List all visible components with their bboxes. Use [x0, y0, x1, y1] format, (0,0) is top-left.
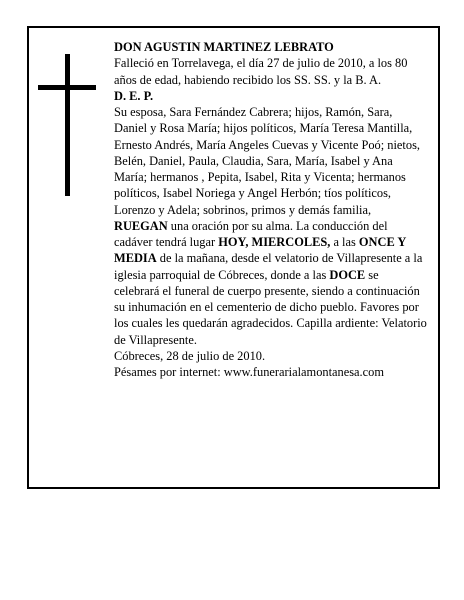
hoy-label: HOY, MIERCOLES,: [218, 235, 331, 249]
condolences-line: Pésames por internet: www.funerarialamontanesa.com: [114, 365, 384, 379]
ceremony-details: [114, 218, 427, 348]
deceased-name: DON AGUSTIN MARTINEZ LEBRATO: [114, 40, 334, 54]
cross-icon-bar: [38, 85, 96, 90]
middle-text: de la mañana, desde el velatorio de Villapresente a la iglesia parroquial de Cóbreces, donde a las: [114, 251, 423, 282]
ruegan-label: RUEGAN: [114, 218, 168, 233]
cross-icon: [65, 54, 70, 196]
end-text: se celebrará el funeral de cuerpo presente, siendo a continuación su inhumación en el cementerio de dicho pueblo. Favores por los cuales les quedarán agradecidos. Capilla ardiente: Velatorio de Villapresente.: [114, 267, 427, 347]
once-label: ONCE Y MEDIA: [114, 235, 406, 266]
a-las-text: a las: [330, 235, 359, 249]
death-info: Falleció en Torrelavega, el día 27 de julio de 2010, a los 80 años de edad, habiendo recibido los SS. SS. y la B. A.: [114, 56, 408, 87]
family-list: Su esposa, Sara Fernández Cabrera; hijos, Ramón, Sara, Daniel y Rosa María; hijos políticos, María Teresa Mantilla, Ernesto Andrés, María Angeles Cuevas y Vicente Poó; nietos, Belén, Daniel, Paula, Claudia, Sara, María, Isabel y Ana María; hermanos , Pepita, Isabel, Rita y Vicenta; hermanos políticos, Isabel Noriega y Angel Herbón; tíos políticos, Lorenzo y Adela; sobrinos, primos y demás familia,: [114, 105, 420, 217]
dep-label: D. E. P.: [114, 88, 154, 103]
doce-label: DOCE: [329, 267, 366, 282]
obituary-text: [114, 39, 427, 380]
ruegan-text: una oración por su alma. La conducción del cadáver tendrá lugar: [114, 218, 388, 249]
place-date: Cóbreces, 28 de julio de 2010.: [114, 348, 266, 363]
